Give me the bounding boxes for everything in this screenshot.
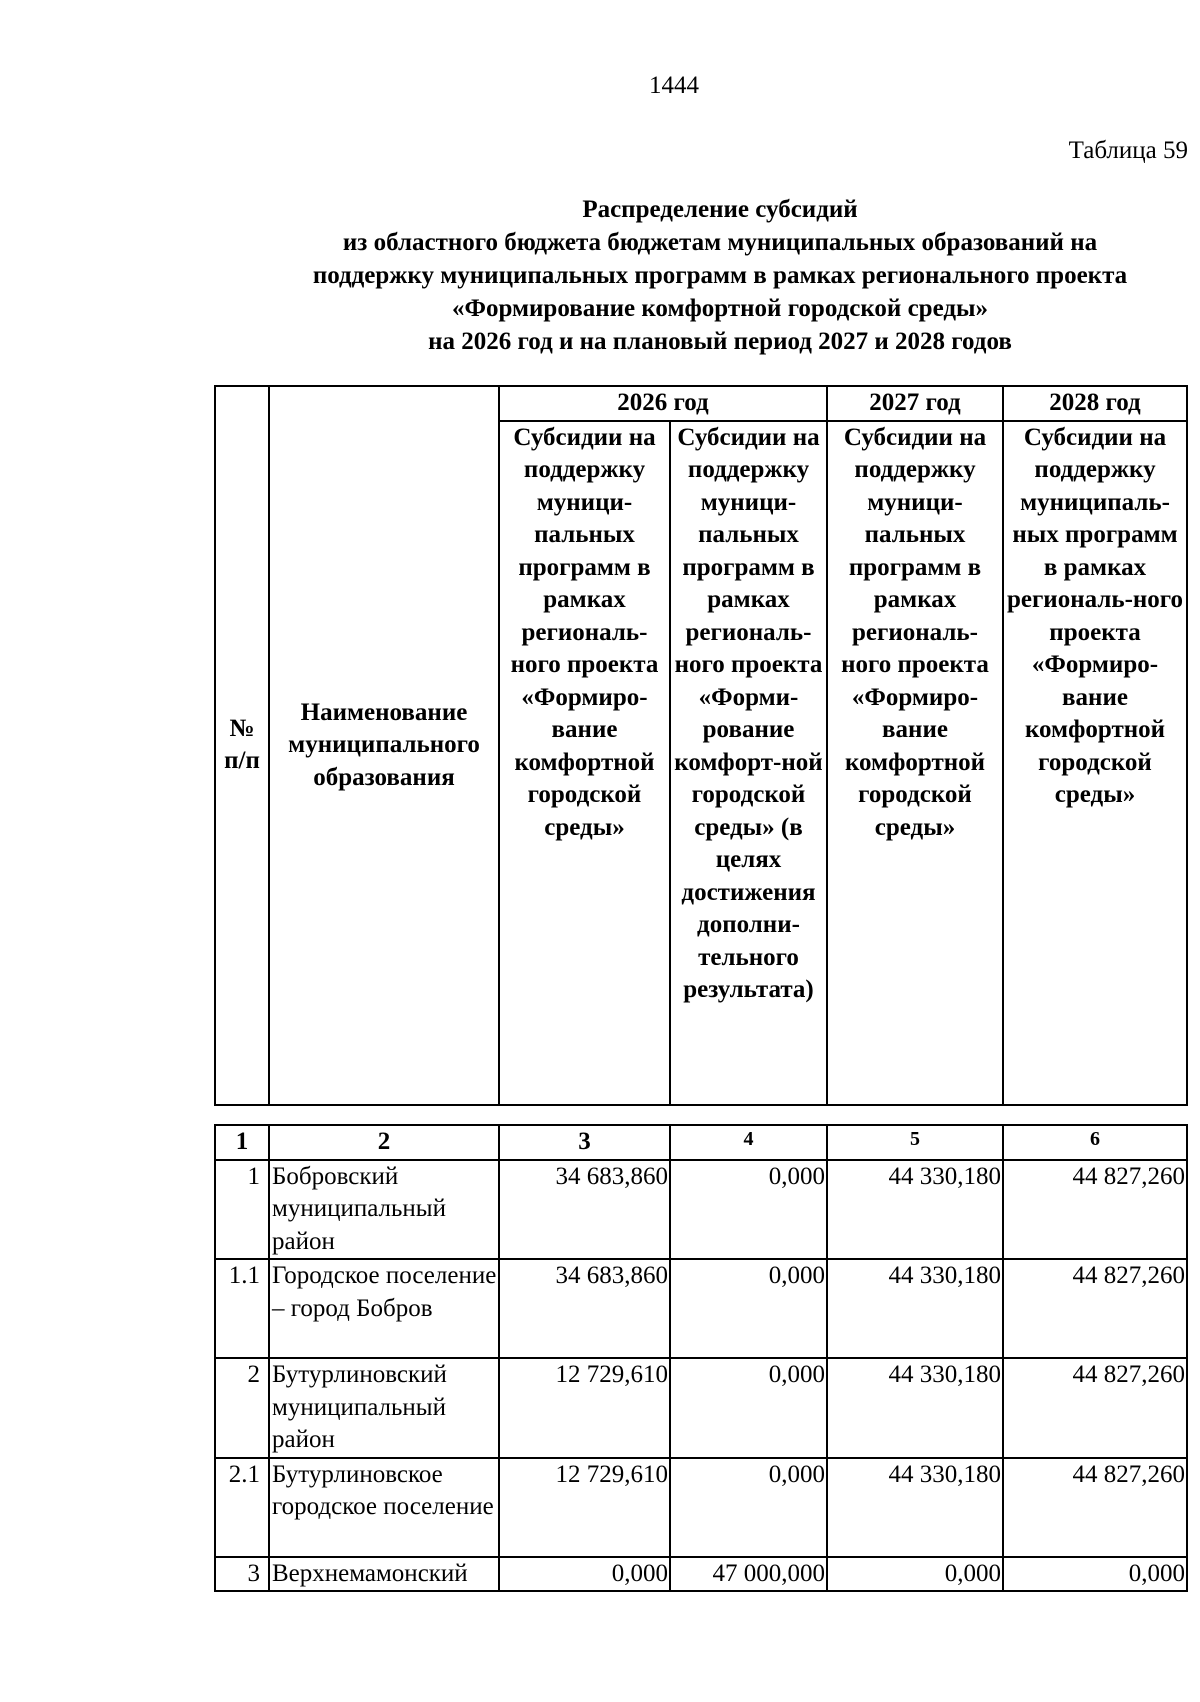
header-col-3 [499, 421, 670, 1105]
value-2028: 44 827,260 [1003, 1358, 1187, 1458]
municipality-name: Бутурлиновское городское поселение [269, 1458, 499, 1557]
value-2026: 34 683,860 [499, 1160, 670, 1260]
title-line: из областного бюджета бюджетам муниципальных образований на [342, 229, 1098, 256]
municipality-name: Городское поселение – город Бобров [269, 1259, 499, 1358]
header-col-5-text: Субсидии на поддержку муници-пальных программ в рамках региональ-ного проекта «Формиро-вание комфортной городской среды» [841, 423, 989, 841]
table-title [170, 193, 1200, 358]
value-2027: 44 330,180 [827, 1458, 1003, 1557]
value-2028: 44 827,260 [1003, 1458, 1187, 1557]
value-2027: 44 330,180 [827, 1160, 1003, 1260]
column-number: 2 [269, 1125, 499, 1160]
value-2026-extra: 0,000 [670, 1458, 827, 1557]
header-col-number: № п/п [215, 386, 269, 1105]
value-2026-extra: 47 000,000 [670, 1557, 827, 1592]
value-2026: 12 729,610 [499, 1358, 670, 1458]
column-number: 4 [670, 1125, 827, 1160]
header-col-4-text: Субсидии на поддержку муници-пальных программ в рамках региональ-ного проекта «Форми-рование комфорт-ной городской среды» (в целях достижения дополни-тельного результата) [674, 423, 823, 1003]
row-number: 1.1 [215, 1259, 269, 1358]
value-2026: 34 683,860 [499, 1259, 670, 1358]
row-number: 2.1 [215, 1458, 269, 1557]
header-col-6-text: Субсидии на поддержку муниципаль-ных программ в рамках региональ-ного проекта «Формиро-вание комфортной городской среды» [1006, 423, 1184, 808]
column-number: 1 [215, 1125, 269, 1160]
header-col-3-text: Субсидии на поддержку муници-пальных программ в рамках региональ-ного проекта «Формиро-вание комфортной городской среды» [510, 423, 659, 841]
value-2027: 44 330,180 [827, 1358, 1003, 1458]
value-2026-extra: 0,000 [670, 1259, 827, 1358]
data-table [214, 1124, 1188, 1592]
title-line: поддержку муниципальных программ в рамках регионального проекта [312, 262, 1128, 289]
column-number: 5 [827, 1125, 1003, 1160]
table-row [215, 1160, 1187, 1260]
column-number-row [215, 1125, 1187, 1160]
table-row [215, 1557, 1187, 1592]
table-label: Таблица 59 [1068, 137, 1188, 164]
title-line: на 2026 год и на плановый период 2027 и 2028 годов [428, 328, 1012, 355]
table-row [215, 1458, 1187, 1557]
value-2026-extra: 0,000 [670, 1358, 827, 1458]
value-2026: 0,000 [499, 1557, 670, 1592]
municipality-name: Верхнемамонский [269, 1557, 499, 1592]
municipality-name: Бутурлиновский муниципальный район [269, 1358, 499, 1458]
value-2026: 12 729,610 [499, 1458, 670, 1557]
table-row [215, 1259, 1187, 1358]
table-row [215, 1358, 1187, 1458]
header-table [214, 385, 1188, 1106]
header-year-2028: 2028 год [1003, 386, 1187, 421]
title-line: «Формирование комфортной городской среды» [451, 295, 989, 322]
header-col-6 [1003, 421, 1187, 1105]
row-number: 1 [215, 1160, 269, 1260]
value-2027: 44 330,180 [827, 1259, 1003, 1358]
header-year-2026: 2026 год [499, 386, 827, 421]
header-col-name: Наименование муниципального образования [269, 386, 499, 1105]
value-2028: 44 827,260 [1003, 1160, 1187, 1260]
column-number: 3 [499, 1125, 670, 1160]
header-col-5 [827, 421, 1003, 1105]
title-line: Распределение субсидий [582, 196, 858, 223]
header-year-2027: 2027 год [827, 386, 1003, 421]
row-number: 3 [215, 1557, 269, 1592]
row-number: 2 [215, 1358, 269, 1458]
municipality-name: Бобровский муниципальный район [269, 1160, 499, 1260]
value-2028: 44 827,260 [1003, 1259, 1187, 1358]
value-2026-extra: 0,000 [670, 1160, 827, 1260]
value-2028: 0,000 [1003, 1557, 1187, 1592]
value-2027: 0,000 [827, 1557, 1003, 1592]
column-number: 6 [1003, 1125, 1187, 1160]
page-number: 1444 [649, 72, 699, 99]
header-col-4 [670, 421, 827, 1105]
